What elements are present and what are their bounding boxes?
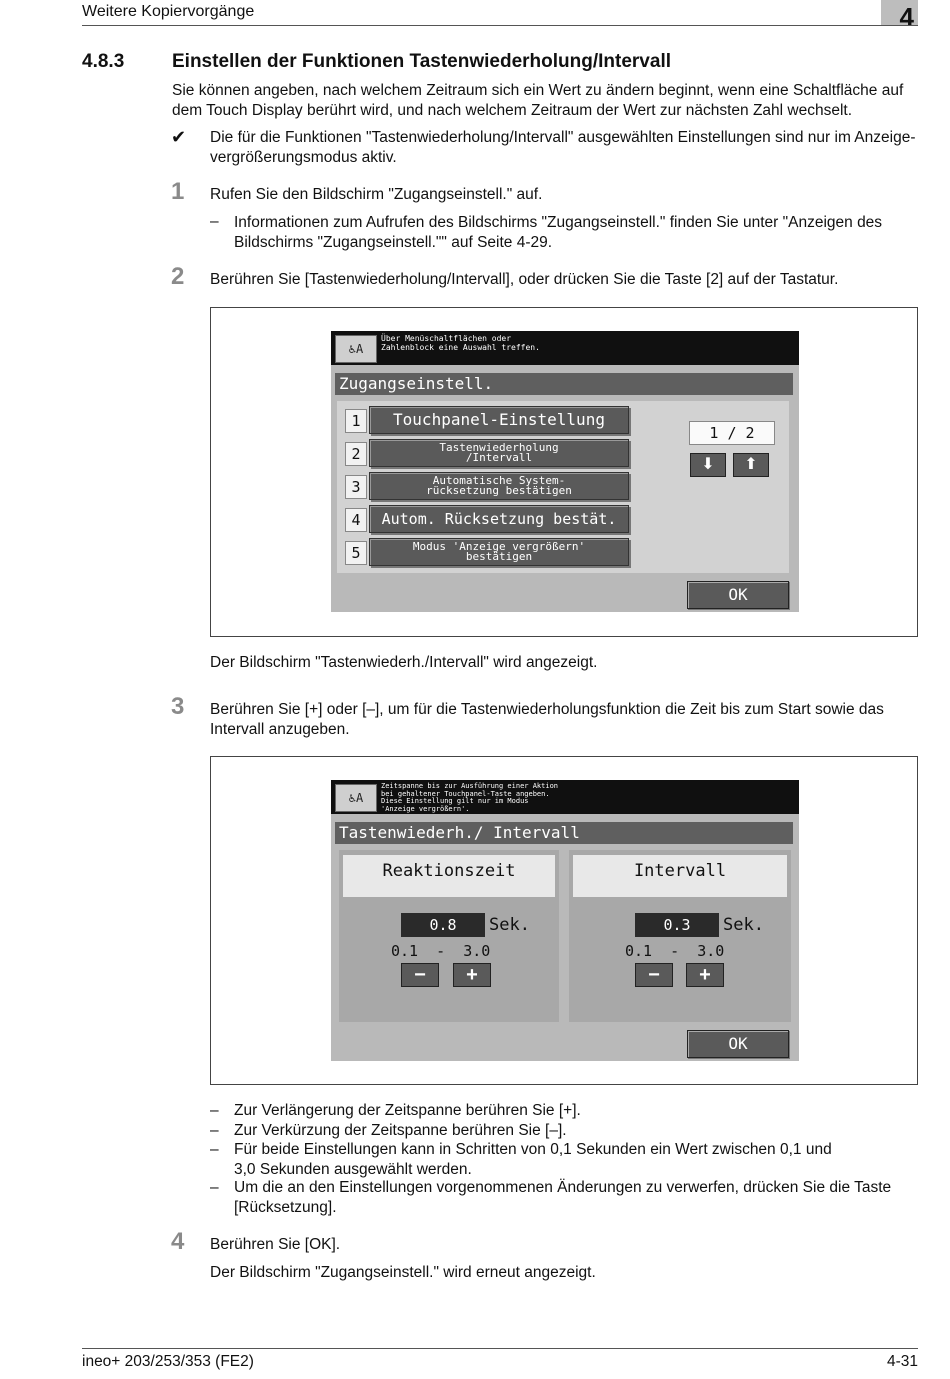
accessibility-icon[interactable]: ♿A: [335, 335, 377, 363]
menu-number: 1: [345, 409, 367, 433]
plus-button[interactable]: +: [686, 963, 724, 987]
bullet-text: Zur Verlängerung der Zeitspanne berühren Sie [+].: [234, 1102, 581, 1119]
chapter-number: 4: [881, 0, 918, 25]
touch-screen-zugangseinstell: [331, 331, 799, 612]
value-display: 0.8: [401, 913, 485, 937]
menu-number: 5: [345, 541, 367, 565]
minus-button[interactable]: −: [401, 963, 439, 987]
minus-button[interactable]: −: [635, 963, 673, 987]
value-display: 0.3: [635, 913, 719, 937]
step-text: Berühren Sie [Tastenwiederholung/Intervall], oder drücken Sie die Taste [2] auf der Tastatur.: [210, 271, 839, 288]
section-number: 4.8.3: [82, 51, 125, 72]
reaktionszeit-panel: [339, 850, 559, 1022]
range-label: 0.1 - 3.0: [391, 942, 491, 960]
step-number: 3: [171, 693, 185, 720]
dash-bullet: –: [210, 1122, 219, 1139]
screen-title: Tastenwiederh./ Intervall: [335, 822, 793, 844]
screen-title: Zugangseinstell.: [335, 373, 793, 395]
range-label: 0.1 - 3.0: [625, 942, 725, 960]
footer-product: ineo+ 203/253/353 (FE2): [82, 1353, 254, 1370]
checkmark-icon: ✔: [171, 127, 187, 147]
section-title: Einstellen der Funktionen Tastenwiederholung/Intervall: [172, 51, 672, 72]
menu-number: 2: [345, 442, 367, 466]
bullet-text: Für beide Einstellungen kann in Schritten von 0,1 Sekunden ein Wert zwischen 0,1 und 3,0 Sekunden ausgewählt werden.: [234, 1141, 832, 1178]
figure-frame: [210, 307, 918, 637]
footer-rule: [82, 1348, 918, 1349]
step-number: 1: [171, 178, 185, 205]
step-text: Berühren Sie [OK].: [210, 1236, 341, 1253]
intervall-panel: [569, 850, 791, 1022]
figure-frame: [210, 756, 918, 1085]
step-text: Berühren Sie [+] oder [–], um für die Tastenwiederholungsfunktion die Zeit bis zum Start sowie das Intervall anzugeben.: [210, 701, 884, 738]
ok-button[interactable]: OK: [687, 581, 789, 609]
menu-button-autom-ruecksetzung[interactable]: Autom. Rücksetzung bestät.: [369, 505, 629, 533]
unit-label: Sek.: [723, 915, 764, 935]
note-text: Die für die Funktionen "Tastenwiederholung/Intervall" ausgewählten Einstellungen sind nur im Anzeige-vergrößerungsmodus aktiv.: [210, 129, 916, 166]
unit-label: Sek.: [489, 915, 530, 935]
step-number: 4: [171, 1228, 185, 1255]
dash-bullet: –: [210, 1179, 219, 1196]
message-bar: [331, 780, 799, 814]
arrow-down-icon[interactable]: ⬇: [690, 453, 726, 477]
menu-number: 4: [345, 508, 367, 532]
dash-bullet: –: [210, 1102, 219, 1119]
arrow-up-icon[interactable]: ⬆: [733, 453, 769, 477]
bullet-text: Zur Verkürzung der Zeitspanne berühren Sie [–].: [234, 1122, 567, 1139]
page-indicator: 1 / 2: [689, 421, 775, 445]
menu-panel: [337, 401, 789, 573]
header-rule: [82, 25, 918, 26]
accessibility-icon[interactable]: ♿A: [335, 784, 377, 812]
menu-button-touchpanel[interactable]: Touchpanel-Einstellung: [369, 406, 629, 434]
ok-button[interactable]: OK: [687, 1030, 789, 1058]
step-text: Rufen Sie den Bildschirm "Zugangseinstell." auf.: [210, 186, 543, 203]
touch-screen-tastenwiederh: [331, 780, 799, 1061]
page-number: 4-31: [886, 1353, 918, 1370]
step-number: 2: [171, 263, 185, 290]
panel-label: Reaktionszeit: [343, 855, 555, 897]
running-header: Weitere Kopiervorgänge: [82, 3, 255, 20]
step-result: Der Bildschirm "Tastenwiederh./Intervall" wird angezeigt.: [210, 654, 598, 671]
message-bar: [331, 331, 799, 365]
bullet-text: Um die an den Einstellungen vorgenommenen Änderungen zu verwerfen, drücken Sie die Taste [Rücksetzung].: [234, 1179, 892, 1216]
message-text: Zeitspanne bis zur Ausführung einer Aktion bei gehaltener Touchpanel-Taste angeben. Diese Einstellung gilt nur im Modus 'Anzeige vergrößern'.: [381, 782, 559, 813]
menu-button-tastenwiederholung[interactable]: Tastenwiederholung /Intervall: [369, 439, 629, 467]
dash-bullet: –: [210, 1141, 219, 1158]
menu-button-anzeige-vergroessern[interactable]: Modus 'Anzeige vergrößern' bestätigen: [369, 538, 629, 566]
dash-bullet: –: [210, 213, 219, 230]
panel-label: Intervall: [573, 855, 787, 897]
step-result: Der Bildschirm "Zugangseinstell." wird erneut angezeigt.: [210, 1264, 596, 1281]
step-subtext: Informationen zum Aufrufen des Bildschirms "Zugangseinstell." finden Sie unter "Anzeigen des Bildschirms "Zugangseinstell."" auf Seite 4-29.: [234, 214, 883, 251]
menu-number: 3: [345, 475, 367, 499]
message-text: Über Menüschaltflächen oder Zahlenblock eine Auswahl treffen.: [381, 334, 540, 352]
menu-button-system-ruecksetzung[interactable]: Automatische System- rücksetzung bestätigen: [369, 472, 629, 500]
plus-button[interactable]: +: [453, 963, 491, 987]
intro-paragraph: Sie können angeben, nach welchem Zeitraum sich ein Wert zu ändern beginnt, wenn eine Schaltfläche auf dem Touch Display berührt wird, und nach welchem Zeitraum der Wert zur nächsten Zahl wechselt.: [172, 82, 904, 119]
